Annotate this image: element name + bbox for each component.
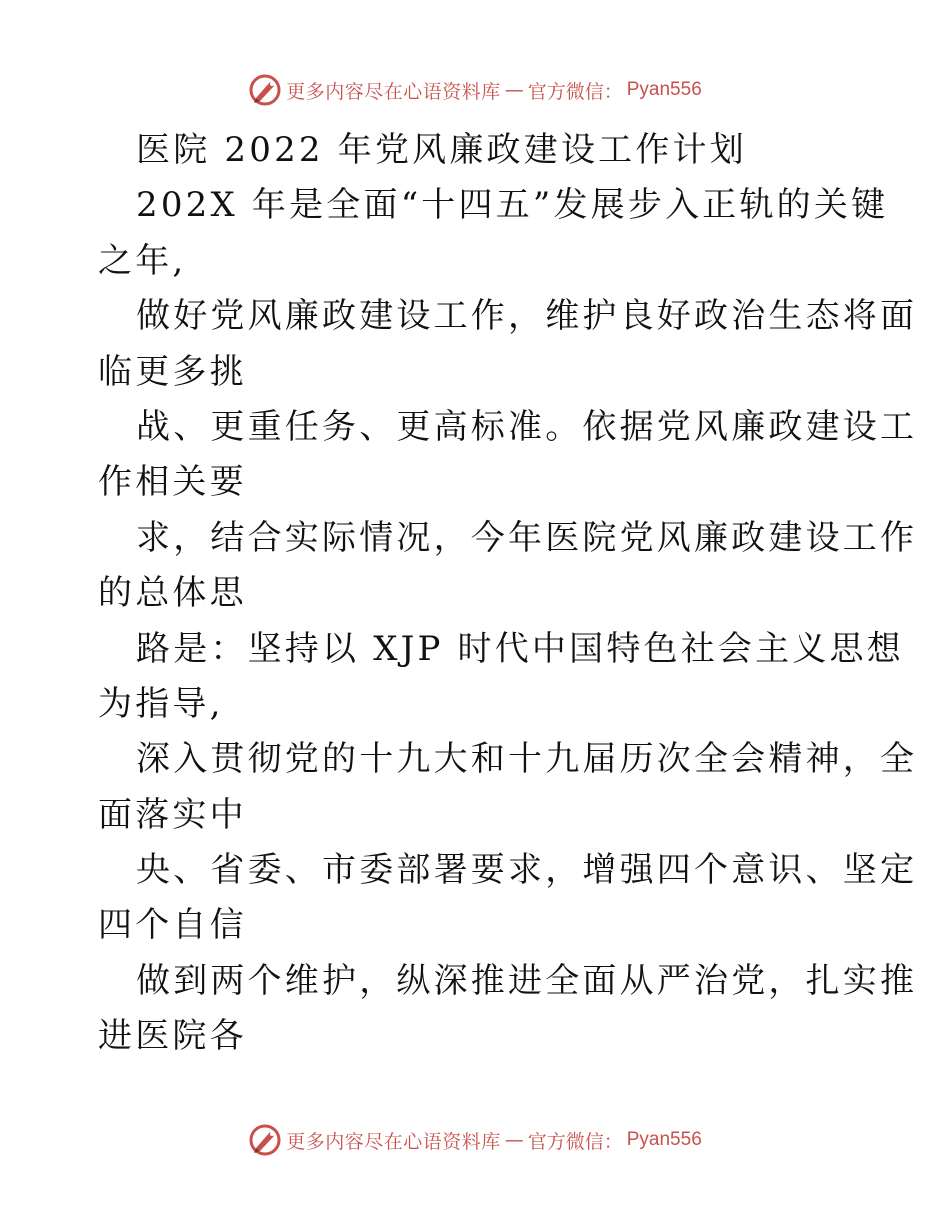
paragraph-line: 202X 年是全面“十四五”发展步入正轨的关键 [136, 185, 889, 226]
pen-logo-icon [248, 73, 282, 107]
header-banner [0, 70, 950, 110]
banner-site-text: 更多内容尽在心语资料库 [286, 1130, 501, 1153]
paragraph-line: 四个自信 [98, 905, 247, 946]
paragraph-line: 深入贯彻党的十九大和十九届历次全会精神，全 [136, 739, 918, 780]
banner-wechat-label: 官方微信： [527, 80, 623, 103]
banner-dash: — [504, 79, 524, 101]
paragraph-line: 为指导, [98, 683, 224, 724]
banner-content [248, 1123, 702, 1157]
paragraph-line: 路是：坚持以 XJP 时代中国特色社会主义思想 [136, 628, 904, 669]
banner-wechat-id: Pyan556 [626, 79, 702, 100]
pen-logo-icon [248, 1123, 282, 1157]
paragraph-line: 的总体思 [98, 573, 247, 614]
paragraph-line: 做到两个维护，纵深推进全面从严治党，扎实推 [136, 960, 918, 1001]
document-body [98, 123, 918, 1065]
banner-wechat-label: 官方微信： [527, 1130, 623, 1153]
document-title: 医院 2022 年党风廉政建设工作计划 [136, 130, 747, 170]
paragraph-line: 进医院各 [98, 1016, 247, 1057]
paragraph-line: 做好党风廉政建设工作，维护良好政治生态将面 [136, 296, 918, 337]
paragraph-line: 战、更重任务、更高标准。依据党风廉政建设工 [136, 406, 918, 447]
paragraph-line: 求，结合实际情况，今年医院党风廉政建设工作 [136, 517, 918, 558]
paragraph-line: 作相关要 [98, 462, 247, 503]
footer-banner [0, 1120, 950, 1160]
paragraph-line: 面落实中 [98, 794, 247, 835]
paragraph-line: 之年, [98, 240, 187, 281]
paragraph-line: 临更多挑 [98, 351, 247, 392]
banner-dash: — [504, 1129, 524, 1151]
banner-wechat-id: Pyan556 [626, 1129, 702, 1150]
banner-site-text: 更多内容尽在心语资料库 [286, 80, 501, 103]
banner-content [248, 73, 702, 107]
paragraph-line: 央、省委、市委部署要求，增强四个意识、坚定 [136, 850, 918, 891]
